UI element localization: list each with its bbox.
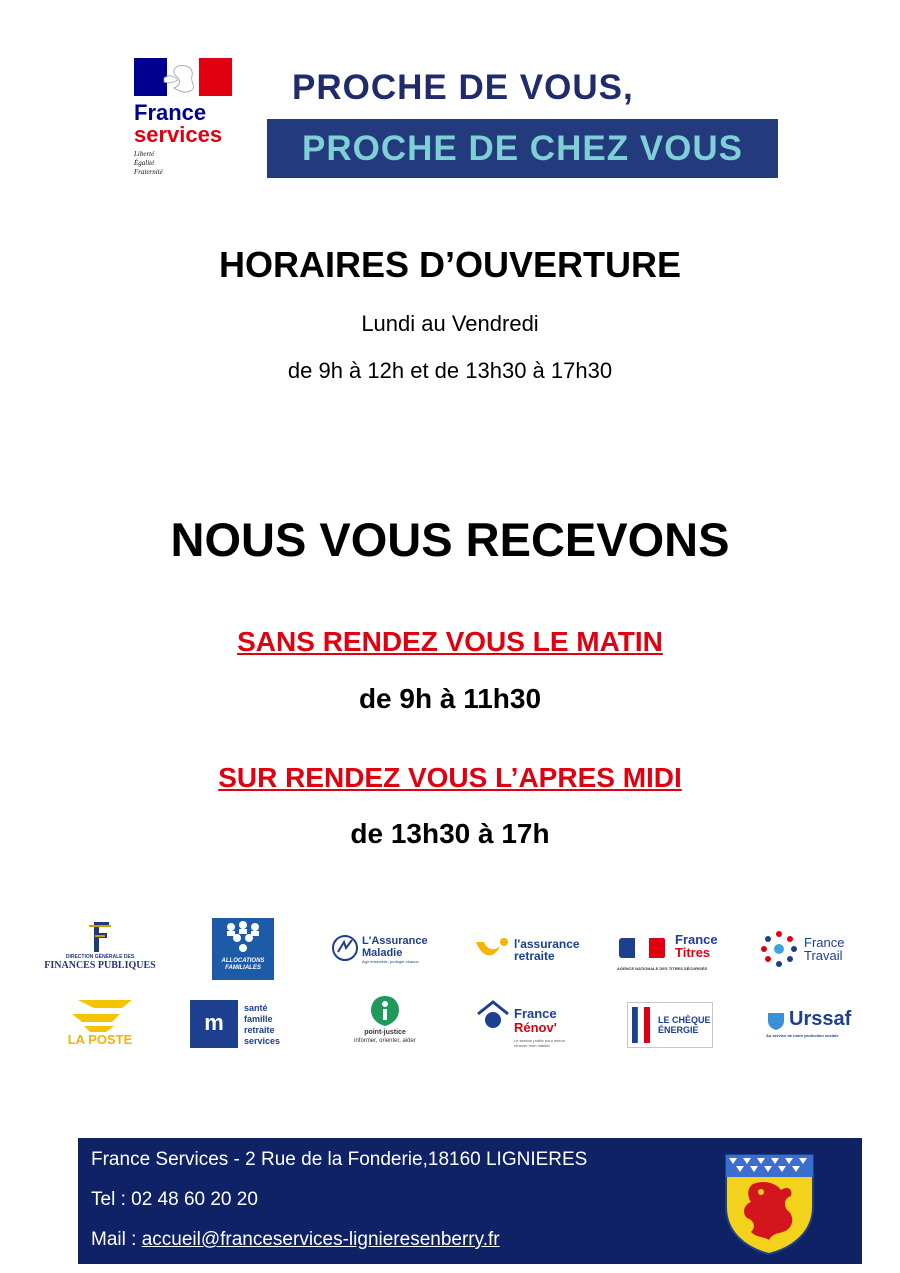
dgfip-line-1: DIRECTION GÉNÉRALE DES xyxy=(65,954,135,960)
assurance-retraite-icon xyxy=(474,936,512,960)
msa-line-4: services xyxy=(244,1036,281,1046)
assurance-maladie-icon xyxy=(332,934,358,962)
slogan-line-1: PROCHE DE VOUS, xyxy=(292,68,634,107)
urssaf-label: Urssaf xyxy=(789,1008,852,1030)
motto-liberte: Liberté xyxy=(134,150,155,158)
reception-title: NOUS VOUS RECEVONS xyxy=(170,513,730,566)
cheque-flag-icon xyxy=(630,1005,652,1045)
logo-line-france: France xyxy=(134,100,207,125)
urssaf-shield-icon xyxy=(766,1011,786,1031)
renov-line-2: Rénov' xyxy=(514,1020,557,1035)
assurance-retraite-logo xyxy=(474,934,584,996)
urssaf-tagline: Au service de notre protection sociale xyxy=(766,1033,839,1038)
walk-in-time: de 9h à 11h30 xyxy=(358,683,542,714)
france-travail-logo xyxy=(760,928,860,990)
walk-in-label: SANS RENDEZ VOUS LE MATIN xyxy=(237,626,663,657)
appointment-label: SUR RENDEZ VOUS L’APRES MIDI xyxy=(218,762,682,793)
dgfip-line-2: FINANCES PUBLIQUES xyxy=(44,960,156,971)
retraite-line-1: l'assurance xyxy=(514,937,580,951)
justice-line-1: point-justice xyxy=(364,1029,406,1036)
caf-logo xyxy=(178,918,308,980)
titres-line-1: France xyxy=(675,932,718,947)
appointment-time: de 13h30 à 17h xyxy=(350,818,550,849)
lion-shield-icon xyxy=(723,1152,816,1256)
la-poste-label: LA POSTE xyxy=(67,1032,133,1047)
la-poste-bird-icon xyxy=(60,996,140,1034)
msa-line-1: santé xyxy=(244,1003,268,1013)
france-titres-icon xyxy=(617,932,669,964)
france-services-logo xyxy=(134,58,244,183)
footer-address: France Services - 2 Rue de la Fonderie,18160 LIGNIERES xyxy=(91,1149,588,1170)
slogan-banner xyxy=(267,119,778,178)
msa-logo xyxy=(190,1000,294,1062)
cpam-line-1: L'Assurance xyxy=(362,935,428,947)
cheque-line-2: ÉNERGIE xyxy=(658,1025,699,1035)
justice-line-2: informer, orienter, aider xyxy=(354,1038,416,1044)
france-renov-logo xyxy=(476,1000,576,1062)
caf-people-icon xyxy=(212,918,274,958)
assurance-maladie-logo xyxy=(330,932,440,994)
opening-times: de 9h à 12h et de 13h30 à 17h30 xyxy=(287,358,613,383)
msa-icon: m xyxy=(190,1000,238,1048)
footer-mail-link[interactable]: accueil@franceservices-lignieresenberry.fr xyxy=(141,1229,500,1250)
logo-line-services: services xyxy=(134,122,223,147)
msa-line-2: famille xyxy=(244,1014,273,1024)
motto-egalite: Égalité xyxy=(134,159,155,167)
footer-phone: Tel : 02 48 60 20 20 xyxy=(91,1189,258,1210)
caf-icon xyxy=(212,918,274,980)
france-travail-icon xyxy=(760,930,798,968)
point-justice-logo xyxy=(330,994,440,1056)
la-poste-logo xyxy=(35,996,165,1058)
footer-mail-line xyxy=(91,1229,500,1251)
slogan-line-2: PROCHE DE CHEZ VOUS xyxy=(302,129,743,168)
cheque-line-1: LE CHÈQUE xyxy=(658,1015,711,1025)
caf-line-2: FAMILIALES xyxy=(225,965,261,971)
footer-mail-label: Mail : xyxy=(91,1229,142,1250)
point-justice-icon xyxy=(369,994,401,1028)
renov-line-1: France xyxy=(514,1006,557,1021)
caf-line-1: ALLOCATIONS xyxy=(221,958,265,964)
titres-line-2: Titres xyxy=(675,945,711,960)
titres-tagline: AGENCE NATIONALE DES TITRES SÉCURISÉS xyxy=(617,966,708,971)
msa-line-3: retraite xyxy=(244,1025,275,1035)
coat-of-arms xyxy=(723,1152,816,1256)
dgfip-logo xyxy=(35,920,165,982)
renov-tagline: Le service public pour mieux rénover mon habitat xyxy=(514,1038,565,1048)
travail-line-2: Travail xyxy=(804,948,843,963)
opening-hours-title: HORAIRES D’OUVERTURE xyxy=(218,244,682,285)
marianne-flag-icon xyxy=(134,58,232,96)
travail-line-1: France xyxy=(804,935,845,950)
motto-fraternite: Fraternité xyxy=(134,168,163,176)
opening-days: Lundi au Vendredi xyxy=(361,311,539,336)
cpam-line-2: Maladie xyxy=(362,947,403,959)
cheque-card xyxy=(627,1002,713,1048)
contact-footer xyxy=(78,1138,862,1264)
france-titres-logo xyxy=(617,930,727,992)
urssaf-logo xyxy=(766,1008,866,1070)
france-renov-house-icon xyxy=(476,1000,510,1030)
cpam-tagline: Agir ensemble, protéger chacun xyxy=(362,959,419,964)
retraite-line-2: retraite xyxy=(514,949,555,963)
cheque-energie-logo xyxy=(627,1000,713,1048)
finances-publiques-icon xyxy=(85,920,115,954)
